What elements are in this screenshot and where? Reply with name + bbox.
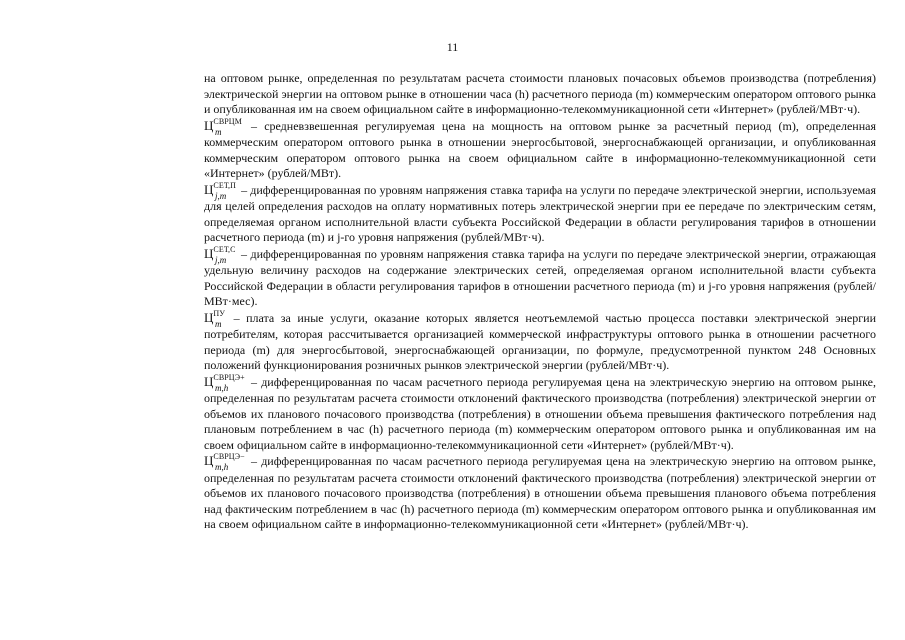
definition-text: – дифференцированная по часам расчетного периода регулируемая цена на электрическую энергию на оптовом рынке, определенная по результатам расчета стоимости отклонений фактического производства (потребления) электрической энергии от объемов их планового почасового производства (потребления) в отношении объема превышения фактического потребления над плановым потреблением в час (h) расчетного периода (m) коммерческим оператором оптового рынка и опубликованная им на своем официальном сайте в информационно-телекоммуникационной сети «Интернет» (рублей/МВт·ч).: [204, 374, 876, 452]
symbol-subscript: m: [215, 126, 222, 137]
definition-text: – дифференцированная по уровням напряжения ставка тарифа на услуги по передаче электрической энергии, отражающая удельную величину расходов на содержание электрических сетей, определяемая органом исполнительной власти субъекта Российской Федерации в области регулирования тарифов в отношении расчетного периода (m) и j-го уровня напряжения (рублей/МВт·мес).: [204, 246, 876, 308]
formula-symbol: [204, 453, 245, 471]
symbol-base: Ц: [204, 453, 214, 468]
symbol-superscript: СВРЦЭ−: [213, 452, 245, 461]
definition-set-p: [204, 182, 876, 246]
formula-symbol: [204, 310, 225, 328]
symbol-base: Ц: [204, 373, 214, 389]
symbol-base: Ц: [204, 181, 214, 197]
symbol-subscript: m,h: [215, 382, 229, 393]
symbol-superscript: СЕТ,С: [213, 244, 236, 254]
definition-svrcm: [204, 118, 876, 182]
symbol-subscript: j,m: [215, 254, 227, 265]
definition-text: – дифференцированная по уровням напряжения ставка тарифа на услуги по передаче электрической энергии, используемая для целей определения расходов на оплату нормативных потерь электрической энергии при ее передаче по электрическим сетям, определяемая органом исполнительной власти субъекта Российской Федерации в области регулирования тарифов в отношении расчетного периода (m) и j-го уровня напряжения (рублей/МВт·ч).: [204, 182, 876, 244]
definition-set-s: [204, 246, 876, 310]
paragraph-continuation: [204, 71, 876, 118]
formula-symbol: [204, 374, 245, 392]
page-number: 11: [446, 40, 459, 54]
symbol-base: Ц: [204, 309, 214, 325]
formula-symbol: [204, 118, 242, 136]
symbol-subscript: m: [215, 318, 222, 329]
formula-symbol: [204, 182, 236, 200]
definition-svrce-minus: [204, 453, 876, 533]
definition-text: – дифференцированная по часам расчетного периода регулируемая цена на электрическую энергию на оптовом рынке, определенная по результатам расчета стоимости отклонений фактического производства (потребления) электрической энергии от объемов их планового почасового производства (потребления) в отношении объема превышения планового объема потребления над фактическим потреблением в час (h) расчетного периода (m) коммерческим оператором оптового рынка и опубликованная им на своем официальном сайте в информационно-телекоммуникационной сети «Интернет» (рублей/МВт·ч).: [204, 454, 876, 531]
definition-svrce-plus: [204, 374, 876, 454]
definition-text: – средневзвешенная регулируемая цена на мощность на оптовом рынке за расчетный период (m), определенная коммерческим оператором оптового рынка в отношении энергосбытовой, энергоснабжающей организации, и опубликованная коммерческим оператором оптового рынка на своем официальном сайте в информационно-телекоммуникационной сети «Интернет» (рублей/МВт).: [204, 118, 876, 180]
symbol-base: Ц: [204, 245, 214, 261]
symbol-base: Ц: [204, 117, 214, 133]
document-body: [204, 71, 876, 533]
symbol-superscript: ПУ: [213, 308, 226, 318]
paragraph-text: на оптовом рынке, определенная по результатам расчета стоимости плановых почасовых объемов производства (потребления) электрической энергии на оптовом рынке в отношении часа (h) расчетного периода (m) коммерческим оператором оптового рынка и опубликованная им на своем официальном сайте в информационно-телекоммуникационной сети «Интернет» (рублей/МВт·ч).: [204, 71, 876, 116]
symbol-superscript: СЕТ,П: [213, 180, 236, 190]
symbol-subscript: m,h: [215, 462, 229, 472]
formula-symbol: [204, 246, 236, 264]
symbol-subscript: j,m: [215, 190, 227, 201]
definition-pu: [204, 310, 876, 374]
symbol-superscript: СВРЦМ: [213, 116, 242, 126]
symbol-superscript: СВРЦЭ+: [213, 372, 245, 382]
definition-text: – плата за иные услуги, оказание которых является неотъемлемой частью процесса поставки электрической энергии потребителям, которая рассчитывается организацией коммерческой инфраструктуры оптового рынка в отношении расчетного периода (m) для энергосбытовой, энергоснабжающей организации, по формуле, предусмотренной пунктом 248 Основных положений функционирования розничных рынков электрической энергии (рублей/МВт·ч).: [204, 310, 876, 372]
